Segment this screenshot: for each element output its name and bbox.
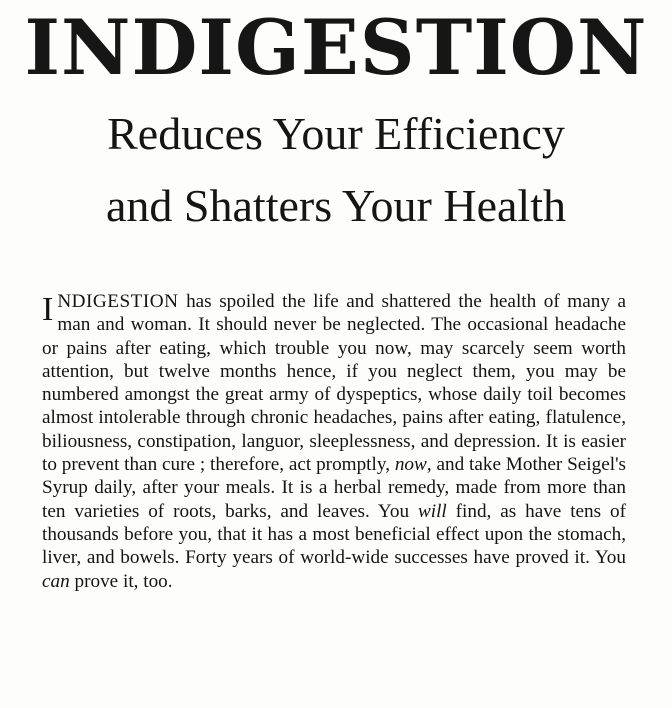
body-segment-4: prove it, too. bbox=[69, 570, 173, 592]
body-segment-1: has spoiled the life and shattered the health of many a man and woman. It should never be neglected. The occasional headache or pains after eating, which trouble you now, may scarcely seem worth attention, but twelve months hence, if you neglect them, you may be numbered amongst the great army of dyspeptics, whose daily toil becomes almost intolerable through chronic headaches, pains after eating, flatulence, biliousness, constipation, languor, sleeplessness, and depression. It is easier to prevent than cure ; therefore, act promptly, bbox=[42, 291, 626, 476]
body-segment-2: , and take Mother Seigel's Syrup daily, after your meals. It is a herbal remedy, made from more than ten varieties of roots, barks, and leaves. You bbox=[42, 454, 626, 522]
drop-cap: I bbox=[42, 291, 54, 328]
emphasis-can: can bbox=[42, 570, 70, 592]
headline: INDIGESTION bbox=[24, 3, 648, 92]
article-body bbox=[42, 290, 626, 593]
subheadline-line-2: and Shatters Your Health bbox=[106, 180, 566, 231]
emphasis-now: now bbox=[394, 454, 427, 476]
body-segment-3: find, as have tens of thousands before you, that it has a most beneficial effect upon the stomach, liver, and bowels. Forty years of world-wide successes have proved it. You bbox=[42, 500, 626, 569]
lead-word: NDIGESTION bbox=[57, 291, 179, 312]
emphasis-will: will bbox=[417, 500, 447, 522]
subheadline-line-1: Reduces Your Efficiency bbox=[107, 108, 565, 159]
